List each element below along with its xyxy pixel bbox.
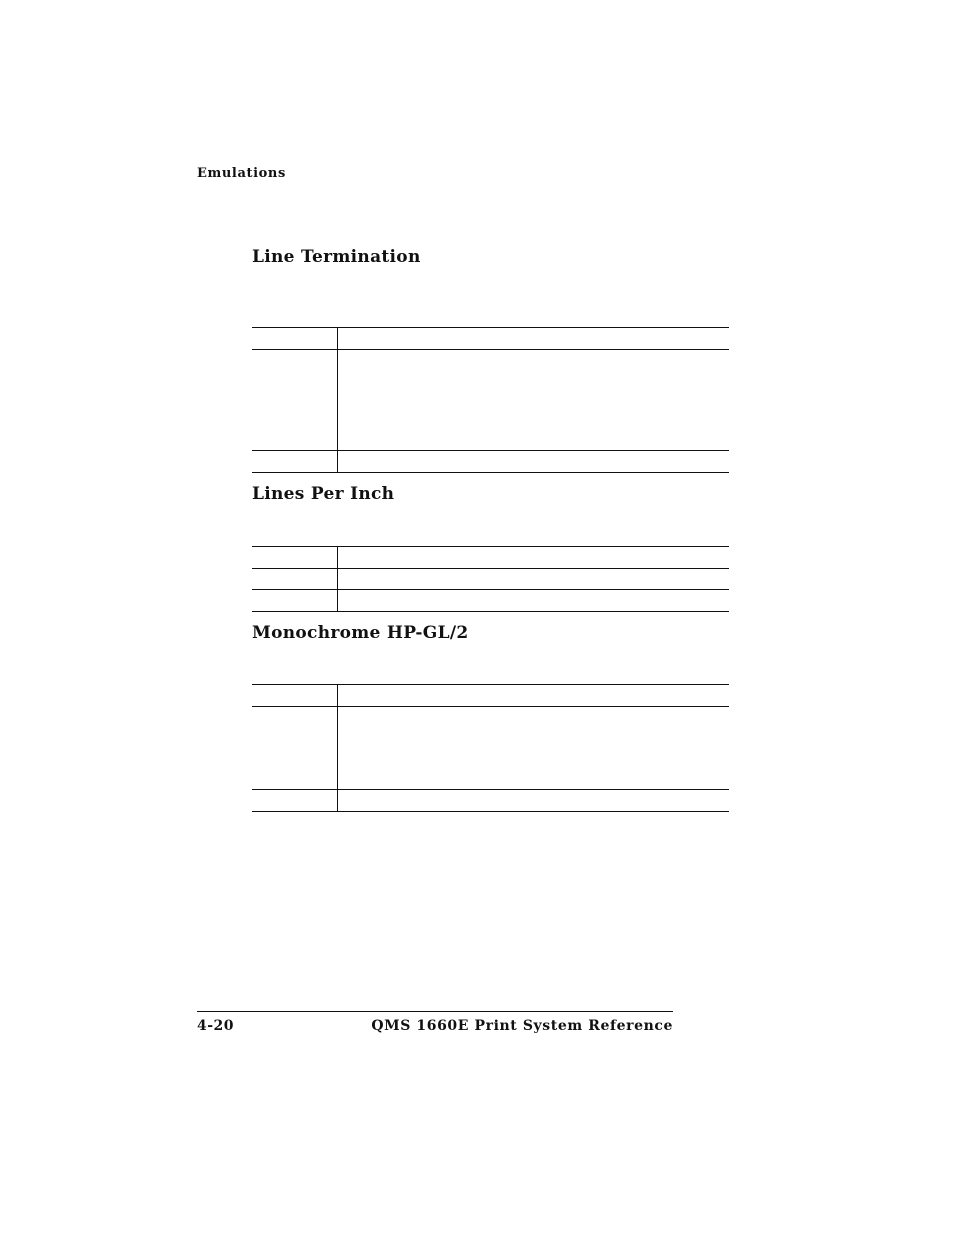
table-row xyxy=(252,349,729,450)
table-row xyxy=(252,568,729,589)
page-number: 4-20 xyxy=(197,1018,235,1034)
table-monochrome-hpgl2 xyxy=(252,684,729,812)
table-row xyxy=(252,546,729,568)
table-lines-per-inch xyxy=(252,546,729,612)
running-head: Emulations xyxy=(197,166,286,181)
book-title: QMS 1660E Print System Reference xyxy=(371,1018,673,1034)
table-row xyxy=(252,327,729,349)
section-heading-lines-per-inch: Lines Per Inch xyxy=(252,484,395,504)
table-row xyxy=(252,789,729,812)
section-heading-monochrome-hpgl2: Monochrome HP-GL/2 xyxy=(252,623,469,643)
table-line-termination xyxy=(252,327,729,473)
table-row xyxy=(252,589,729,612)
table-row xyxy=(252,684,729,706)
section-heading-line-termination: Line Termination xyxy=(252,247,421,267)
table-row xyxy=(252,706,729,789)
footer-rule xyxy=(197,1011,673,1012)
table-row xyxy=(252,450,729,473)
